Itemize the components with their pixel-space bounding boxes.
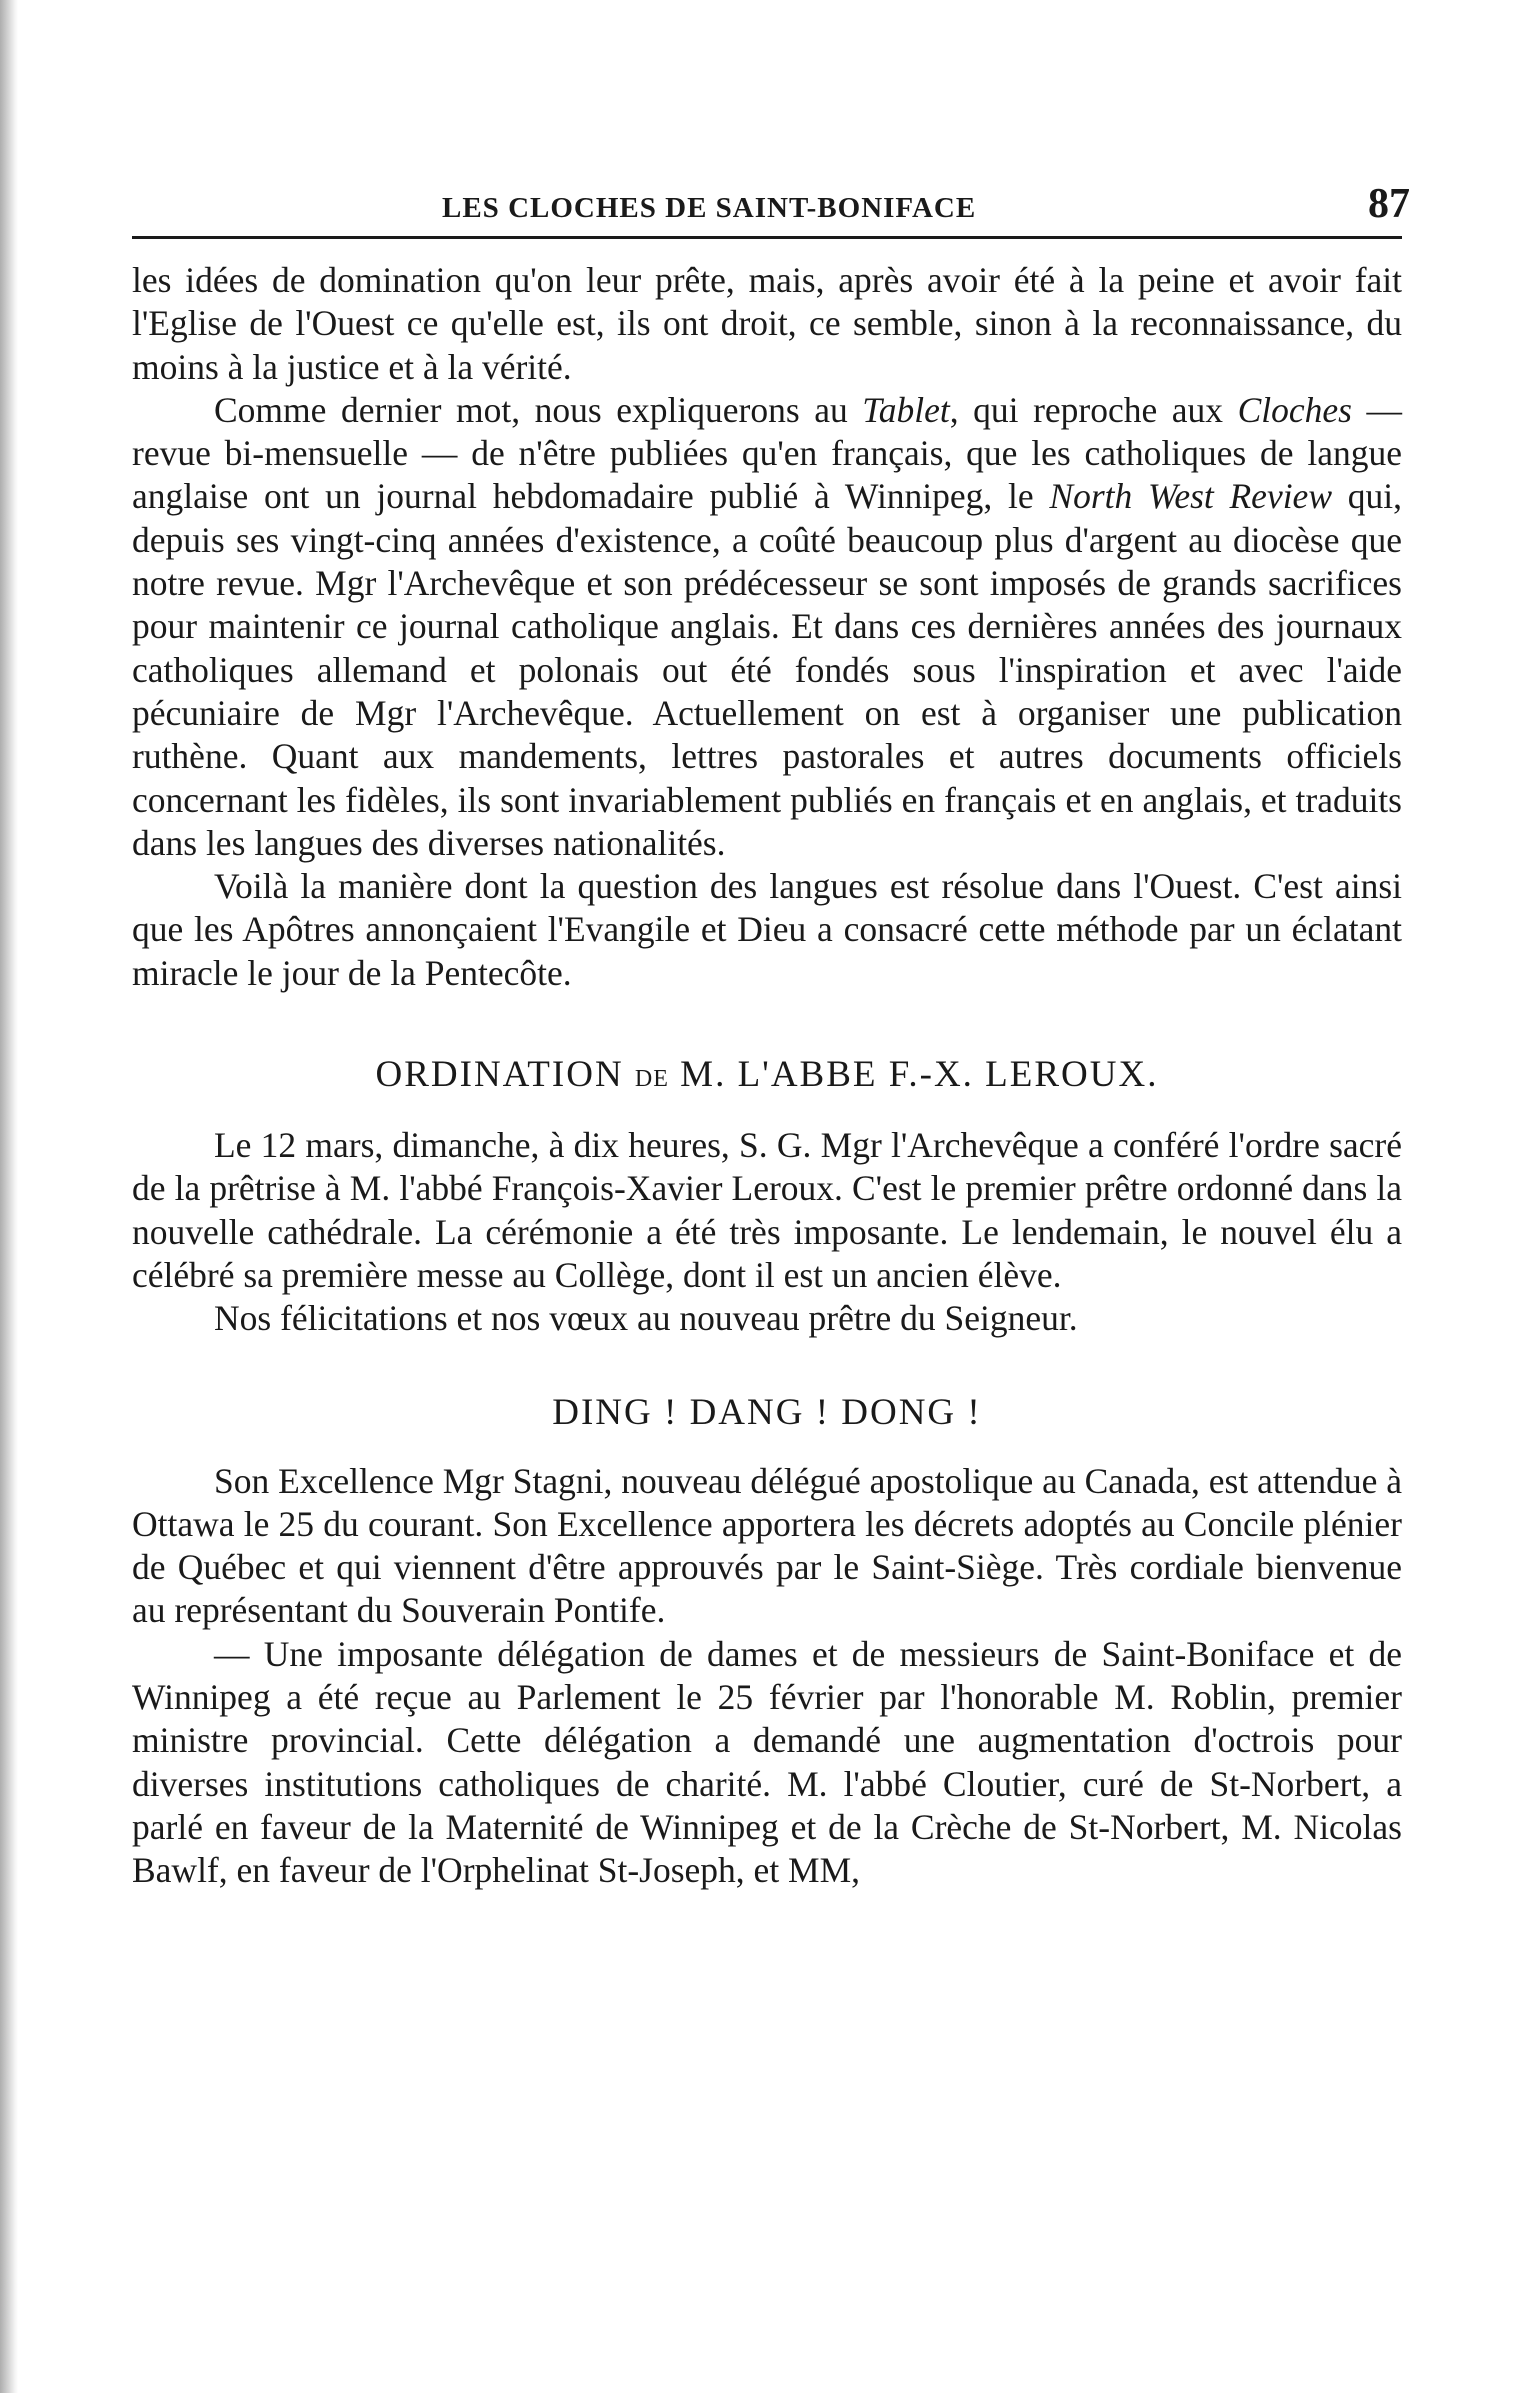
header-rule <box>132 236 1402 239</box>
document-page <box>132 170 1410 1893</box>
text-run: Comme dernier mot, nous expliquerons au <box>214 389 863 430</box>
paragraph-delegate: Son Excellence Mgr Stagni, nouveau délégué apostolique au Canada, est attendue à Ottawa le 25 du courant. Son Excellence apportera les décrets adoptés au Concile plénier de Québec et qui viennent d'être approuvés par le Saint-Siège. Très cordiale bienvenue au représentant du Souverain Pontife. <box>132 1460 1402 1631</box>
page-number: 87 <box>1368 181 1410 227</box>
running-header <box>132 170 1410 234</box>
publication-name-tablet: Tablet <box>862 389 950 430</box>
heading-text: ORDINATION <box>375 1054 635 1096</box>
paragraph-tablet-reply <box>132 389 1402 865</box>
section-heading-ding-dang-dong: DING ! DANG ! DONG ! <box>552 1391 982 1433</box>
text-run: — revue bi-mensuelle — de n'être publiées qu'en français, que les catholiques de langue anglaise ont un journal hebdomadaire publié à Winnipeg, le <box>132 389 1402 517</box>
publication-name-cloches: Cloches <box>1237 389 1352 430</box>
paragraph-delegation: — Une imposante délégation de dames et de messieurs de Saint-Boniface et de Winnipeg a été reçue au Parlement le 25 février par l'honorable M. Roblin, premier ministre provincial. Cette délégation a demandé une augmentation d'octrois pour diverses institutions catholiques de charité. M. l'abbé Cloutier, curé de St-Norbert, a parlé en faveur de la Maternité de Winnipeg et de la Crèche de St-Norbert, M. Nicolas Bawlf, en faveur de l'Orphelinat St-Joseph, et MM, <box>132 1633 1402 1891</box>
heading-text: M. L'ABBE F.-X. LEROUX. <box>668 1054 1159 1096</box>
paragraph-languages: Voilà la manière dont la question des langues est résolue dans l'Ouest. C'est ainsi que les Apôtres annonçaient l'Evangile et Dieu a consacré cette méthode par un éclatant miracle le jour de la Pentecôte. <box>132 866 1402 993</box>
text-run: , qui reproche aux <box>949 389 1238 430</box>
paragraph-continuation: les idées de domination qu'on leur prête, mais, après avoir été à la peine et avoir fait l'Eglise de l'Ouest ce qu'elle est, ils ont droit, ce semble, sinon à la reconnaissance, du moins à la justice et à la vérité. <box>132 260 1402 387</box>
heading-small-caps: DE <box>634 1066 669 1093</box>
paragraph-felicitations: Nos félicitations et nos vœux au nouveau prêtre du Seigneur. <box>214 1298 1078 1339</box>
paragraph-ordination: Le 12 mars, dimanche, à dix heures, S. G. Mgr l'Archevêque a conféré l'ordre sacré de la prêtrise à M. l'abbé François-Xavier Leroux. C'est le premier prêtre ordonné dans la nouvelle cathédrale. La cérémonie a été très imposante. Le lendemain, le nouvel élu a célébré sa première messe au Collège, dont il est un ancien élève. <box>132 1125 1402 1295</box>
publication-name-review: North West Review <box>1049 476 1332 517</box>
section-heading-ordination <box>132 1053 1402 1096</box>
scanned-page-edge <box>0 0 18 2393</box>
text-run: qui, depuis ses vingt-cinq années d'existence, a coûté beaucoup plus d'argent au diocèse que notre revue. Mgr l'Archevêque et son prédécesseur se sont imposés de grands sacrifices pour maintenir ce journal catholique anglais. Et dans ces dernières années des journaux catholiques allemand et polonais out été fondés sous l'inspiration et avec l'aide pécuniaire de Mgr l'Archevêque. Actuellement on est à organiser une publication ruthène. Quant aux mandements, lettres pastorales et autres documents officiels concernant les fidèles, ils sont invariablement publiés en français et en anglais, et traduits dans les langues des diverses nationalités. <box>132 476 1402 863</box>
running-title: LES CLOCHES DE SAINT-BONIFACE <box>442 192 977 224</box>
